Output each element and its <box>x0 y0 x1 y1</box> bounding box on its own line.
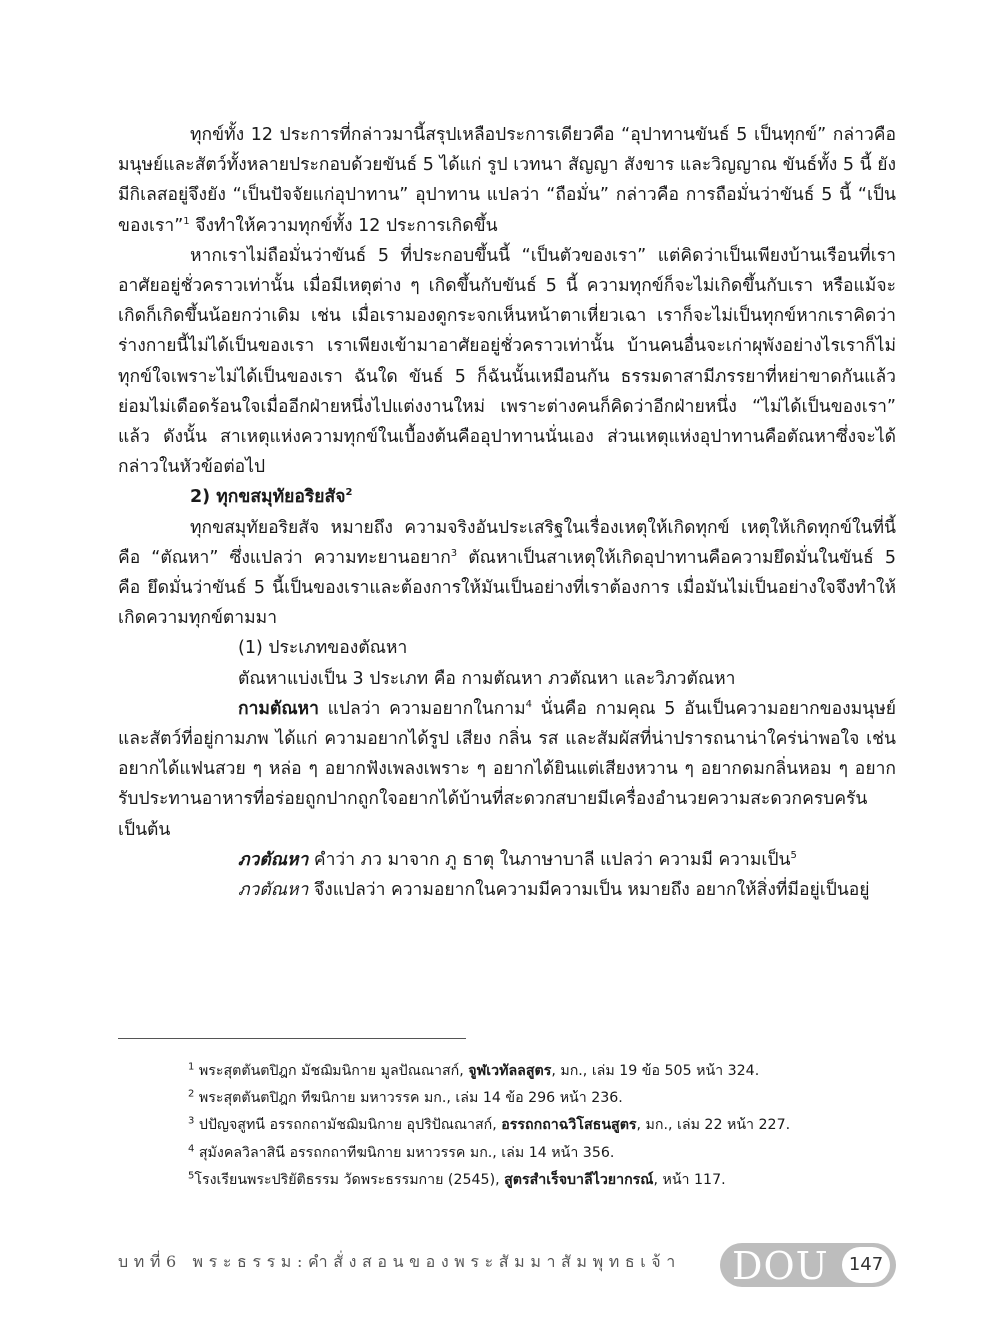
footnote-ref-5[interactable]: 5 <box>790 850 797 862</box>
footnote-ref-2[interactable]: 2 <box>345 487 353 499</box>
term-bhava-tanha-2: ภวตัณหา <box>238 880 309 901</box>
footnote-4: $^4$ สุมังคลวิลาสินี อรรถกถาทีฆนิกาย มหาวรรค มก., เล่ม 14 หน้า 356. <box>188 1142 615 1161</box>
paragraph-3-text: ทุกขสมุทัยอริยสัจ หมายถึง ความจริงอันประเสริฐในเรื่องเหตุให้เกิดทุกข์ เหตุให้เกิดทุกข์ในที่นี้คือ “ตัณหา” ซึ่งแปลว่า ความทะยานอยาก <box>118 517 896 568</box>
paragraph-2: หากเราไม่ถือมั่นว่าขันธ์ 5 ที่ประกอบขึ้นนี้ “เป็นตัวของเรา” แต่คิดว่าเป็นเพียงบ้านเรือนที่เราอาศัยอยู่ชั่วคราวเท่านั้น เมื่อมีเหตุต่าง ๆ เกิดขึ้นกับขันธ์ 5 นี้ ความทุกข์ก็จะไม่เกิดขึ้นกับเรา หรือแม้จะเกิดก็เกิดขึ้นน้อยกว่าเดิม เช่น เมื่อเรามองดูกระจกเห็นหน้าตาเหี่ยวเฉา เราก็จะไม่เป็นทุกข์หากเราคิดว่าร่างกายนี้ไม่ได้เป็นของเรา เราเพียงเข้ามาอาศัยอยู่ชั่วคราวเท่านั้น บ้านคนอื่นจะเก่าผุพังอย่างไรเราก็ไม่ทุกข์ใจเพราะไม่ได้เป็นของเรา ฉันใด ขันธ์ 5 ก็ฉันนั้นเหมือนกัน ธรรมดาสามีภรรยาที่หย่าขาดกันแล้วย่อมไม่เดือดร้อนใจเมื่ออีกฝ่ายหนึ่งไปแต่งงานใหม่ เพราะต่างคนก็คิดว่าอีกฝ่ายหนึ่ง “ไม่ได้เป็นของเรา” แล้ว ดังนั้น สาเหตุแห่งความทุกข์ในเบื้องต้นคืออุปาทานนั่นเอง ส่วนเหตุแห่งอุปาทานคือตัณหาซึ่งจะได้กล่าวในหัวข้อต่อไป <box>118 245 896 478</box>
page-number: 147 <box>842 1247 890 1283</box>
paragraph-kama-tanha <box>118 694 896 845</box>
footnote-ref-3[interactable]: 3 <box>450 548 458 560</box>
page-badge <box>720 1243 896 1287</box>
footnote-divider <box>118 1038 466 1039</box>
kama-tanha-text: แปลว่า ความอยากในกาม <box>318 698 526 719</box>
footnote-ref-4[interactable]: 4 <box>525 699 533 711</box>
bhava-tanha-text: คำว่า ภว มาจาก ภู ธาตุ ในภาษาบาลี แปลว่า ความมี ความเป็น <box>308 849 791 870</box>
term-bhava-tanha: ภวตัณหา <box>238 849 309 870</box>
footnote-5: $^5$โรงเรียนพระปริยัติธรรม วัดพระธรรมกาย (2545), สูตรสำเร็จบาลีไวยากรณ์, หน้า 117. <box>188 1170 726 1188</box>
paragraph-1-tail: จึงทำให้ความทุกข์ทั้ง 12 ประการเกิดขึ้น <box>189 215 498 236</box>
types-summary: ตัณหาแบ่งเป็น 3 ประเภท คือ กามตัณหา ภวตัณหา และวิภวตัณหา <box>238 668 736 689</box>
paragraph-bhava-tanha <box>118 845 896 875</box>
paragraph-1-text: ทุกข์ทั้ง 12 ประการที่กล่าวมานี้สรุปเหลือประการเดียวคือ “อุปาทานขันธ์ 5 เป็นทุกข์” กล่าวคือ มนุษย์และสัตว์ทั้งหลายประกอบด้วยขันธ์ 5 ได้แก่ รูป เวทนา สัญญา สังขาร และวิญญาณ ขันธ์ทั้ง 5 นี้ ยังมีกิเลสอยู่จึงยัง “เป็นปัจจัยแก่อุปาทาน” อุปาทาน แปลว่า “ถือมั่น” กล่าวคือ การถือมั่นว่าขันธ์ 5 นี้ “เป็นของเรา” <box>118 125 896 236</box>
footnote-1: $^1$ พระสุตตันตปิฎก มัชฌิมนิกาย มูลปัณณาสก์, จูฬเวทัลลสูตร, มก., เล่ม 19 ข้อ 505 หน้า 324. <box>188 1061 760 1079</box>
dou-logo: DOU <box>732 1244 829 1288</box>
chapter-footer: บทที่6 พระธรรม:คำสั่งสอนของพระสัมมาสัมพุทธเจ้า <box>118 1252 681 1271</box>
section-heading-text: 2) ทุกขสมุทัยอริยสัจ <box>190 487 346 508</box>
page-body <box>118 120 896 905</box>
footnote-3: $^3$ ปปัญจสูทนี อรรถกถามัชฌิมนิกาย อุปริปัณณาสก์, อรรถกถาฉวิโสธนสูตร, มก., เล่ม 22 หน้า 227. <box>188 1115 791 1134</box>
footnotes <box>188 1058 908 1194</box>
paragraph-3 <box>118 513 896 634</box>
subheading-types: (1) ประเภทของตัณหา <box>238 638 408 659</box>
footnote-2: $^2$ พระสุตตันตปิฎก ทีฆนิกาย มหาวรรค มก., เล่ม 14 ข้อ 296 หน้า 236. <box>188 1088 623 1107</box>
paragraph-3-tail: ตัณหาเป็นสาเหตุให้เกิดอุปาทานคือความยึดมั่นในขันธ์ 5 คือ ยึดมั่นว่าขันธ์ 5 นี้เป็นของเราและต้องการให้มันเป็นอย่างที่เราต้องการ เมื่อมันไม่เป็นอย่างใจจึงทำให้เกิดความทุกข์ตามมา <box>118 547 896 629</box>
paragraph-bhava-tanha-meaning <box>118 875 896 905</box>
kama-tanha-tail: นั่นคือ กามคุณ 5 อันเป็นความอยากของมนุษย์และสัตว์ที่อยู่กามภพ ได้แก่ ความอยากได้รูป เสียง กลิ่น รส และสัมผัสที่น่าปรารถนาน่าใคร่น่าพอใจ เช่น อยากได้แฟนสวย ๆ หล่อ ๆ อยากฟังเพลงเพราะ ๆ อยากได้ยินแต่เสียงหวาน ๆ อยากดมกลิ่นหอม ๆ อยากรับประทานอาหารที่อร่อยถูกปากถูกใจอยากได้บ้านที่สะดวกสบายมีเครื่องอำนวยความสะดวกครบครันเป็นต้น <box>118 698 896 840</box>
term-kama-tanha: กามตัณหา <box>238 698 319 719</box>
bhava-tanha-meaning-text: จึงแปลว่า ความอยากในความมีความเป็น หมายถึง อยากให้สิ่งที่มีอยู่เป็นอยู่ <box>308 880 870 901</box>
footnote-ref-1[interactable]: 1 <box>183 215 190 227</box>
section-heading <box>118 482 896 512</box>
paragraph-1 <box>118 120 896 241</box>
